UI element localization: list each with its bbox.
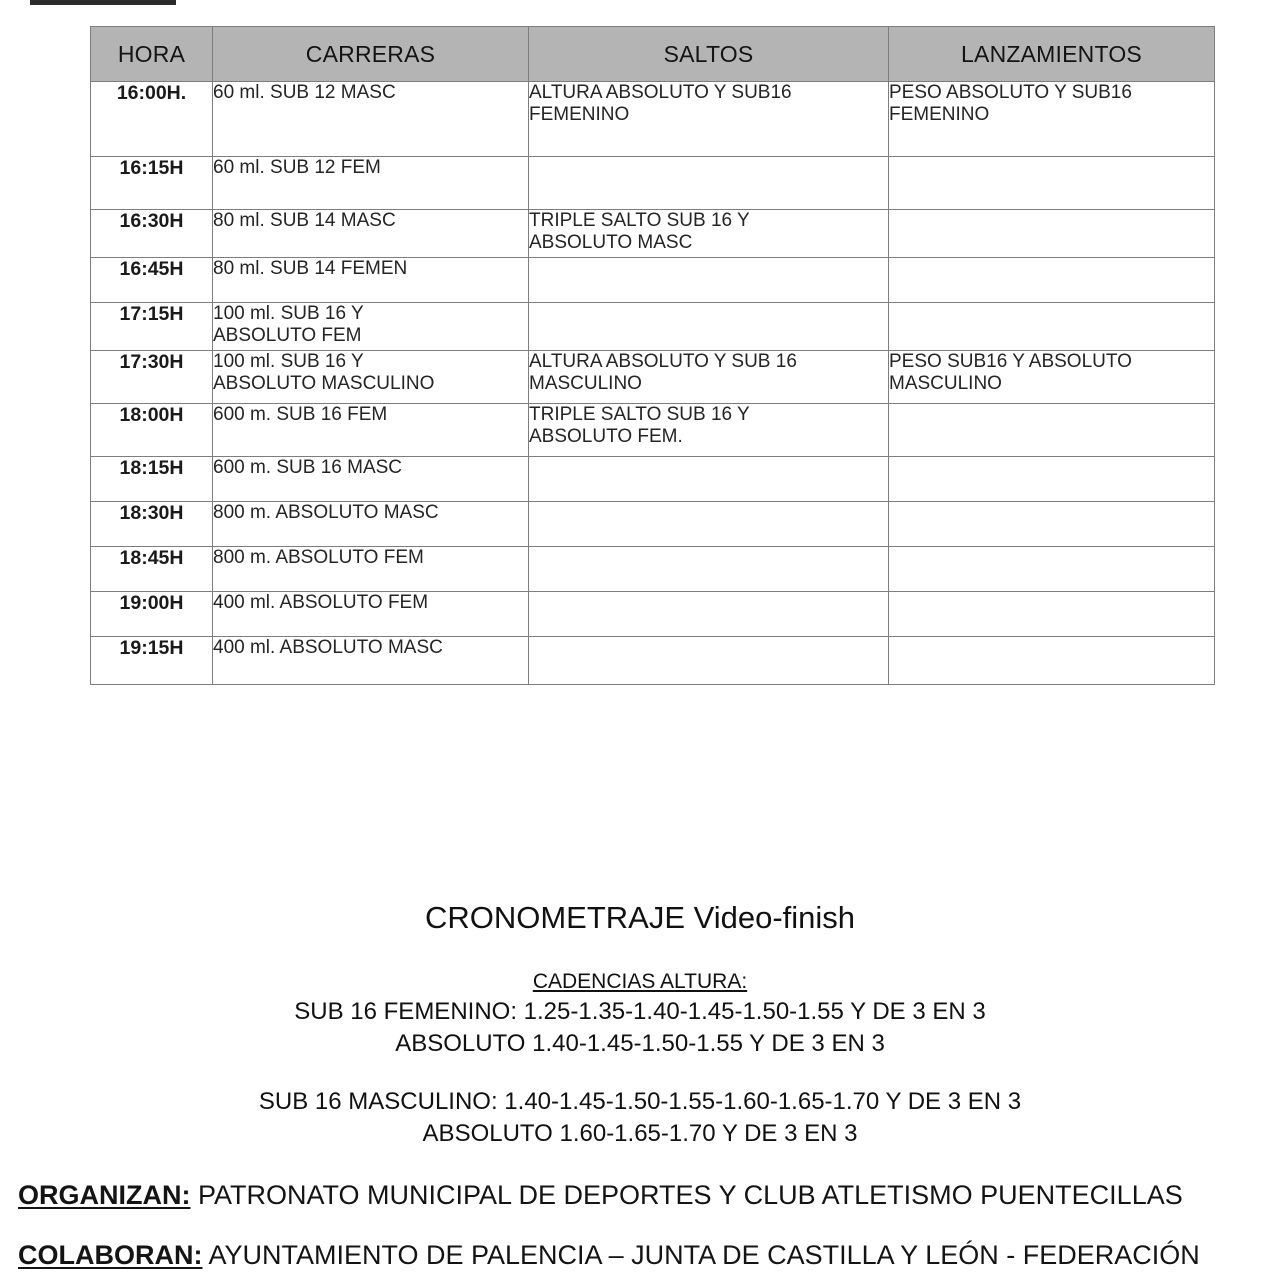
cell-lanzamientos (889, 303, 1215, 351)
cell-text-line: 100 ml. SUB 16 Y (213, 303, 364, 324)
cell-carreras (213, 351, 529, 404)
cell-lanzamientos (889, 592, 1215, 637)
colaboran-line (18, 1240, 1280, 1271)
cell-carreras (213, 404, 529, 457)
cell-saltos (529, 157, 889, 210)
organizan-text: PATRONATO MUNICIPAL DE DEPORTES Y CLUB ATLETISMO PUENTECILLAS (190, 1180, 1183, 1210)
cell-hora: 19:00H (91, 592, 213, 637)
table-row (91, 351, 1215, 404)
table-row (91, 592, 1215, 637)
cell-lanzamientos (889, 351, 1215, 404)
cell-carreras (213, 592, 529, 637)
cell-lanzamientos (889, 258, 1215, 303)
colaboran-text: AYUNTAMIENTO DE PALENCIA – JUNTA DE CASTILLA Y LEÓN - FEDERACIÓN (202, 1240, 1200, 1270)
cell-saltos (529, 547, 889, 592)
cell-lanzamientos (889, 637, 1215, 685)
cell-text-line: ABSOLUTO FEM. (529, 426, 683, 448)
cell-text-line: 60 ml. SUB 12 MASC (213, 82, 396, 103)
cell-saltos (529, 637, 889, 685)
cell-carreras (213, 502, 529, 547)
cadencias-section (0, 968, 1280, 1150)
table-row (91, 457, 1215, 502)
cell-hora: 18:45H (91, 547, 213, 592)
cell-text-line: TRIPLE SALTO SUB 16 Y (529, 404, 750, 425)
cell-hora: 17:15H (91, 303, 213, 351)
table-row (91, 637, 1215, 685)
cell-lanzamientos (889, 457, 1215, 502)
cell-text-line: 60 ml. SUB 12 FEM (213, 157, 381, 178)
clipped-heading-underline (30, 0, 176, 5)
cadencias-spacer (0, 1060, 1280, 1086)
table-row (91, 502, 1215, 547)
table-row (91, 404, 1215, 457)
table-body (91, 82, 1215, 685)
competition-schedule-table (90, 26, 1215, 685)
cell-carreras (213, 82, 529, 157)
table-row (91, 303, 1215, 351)
column-header-hora: HORA (91, 27, 213, 82)
cell-lanzamientos (889, 157, 1215, 210)
cell-lanzamientos (889, 404, 1215, 457)
table-row (91, 258, 1215, 303)
table-row (91, 210, 1215, 258)
schedule-table-container (90, 26, 1214, 685)
cell-text-line: 80 ml. SUB 14 MASC (213, 210, 396, 231)
cell-saltos (529, 502, 889, 547)
cell-saltos (529, 457, 889, 502)
cell-hora: 16:45H (91, 258, 213, 303)
cell-carreras (213, 210, 529, 258)
cell-carreras (213, 547, 529, 592)
cell-text-line: 100 ml. SUB 16 Y (213, 351, 364, 372)
organizan-label: ORGANIZAN: (18, 1180, 191, 1210)
cell-text-line: PESO SUB16 Y ABSOLUTO (889, 351, 1132, 372)
cronometraje-title: CRONOMETRAJE Video-finish (424, 900, 856, 935)
cell-text-line: ALTURA ABSOLUTO Y SUB16 (529, 82, 792, 103)
cell-carreras (213, 303, 529, 351)
cell-text-line: PESO ABSOLUTO Y SUB16 (889, 82, 1132, 103)
cell-carreras (213, 157, 529, 210)
column-header-saltos: SALTOS (529, 27, 889, 82)
cell-text-line: ABSOLUTO MASC (529, 232, 693, 254)
cadencias-sub16-femenino: SUB 16 FEMENINO: 1.25-1.35-1.40-1.45-1.50-1.55 Y DE 3 EN 3 (294, 997, 986, 1025)
table-header (91, 27, 1215, 82)
cell-hora: 17:30H (91, 351, 213, 404)
cell-carreras (213, 637, 529, 685)
cell-saltos (529, 592, 889, 637)
cell-text-line: FEMENINO (529, 104, 630, 126)
cell-saltos (529, 303, 889, 351)
organizan-line (18, 1180, 1280, 1211)
cell-text-line: TRIPLE SALTO SUB 16 Y (529, 210, 750, 231)
cell-lanzamientos (889, 82, 1215, 157)
cell-text-line: MASCULINO (529, 373, 642, 395)
cell-text-line: ALTURA ABSOLUTO Y SUB 16 (529, 351, 797, 372)
cell-text-line: 600 m. SUB 16 FEM (213, 404, 388, 425)
cell-text-line: ABSOLUTO FEM (213, 325, 362, 347)
cadencias-absoluto-masculino: ABSOLUTO 1.60-1.65-1.70 Y DE 3 EN 3 (422, 1119, 858, 1147)
cell-hora: 18:15H (91, 457, 213, 502)
table-row (91, 82, 1215, 157)
cell-text-line: 400 ml. ABSOLUTO MASC (213, 637, 443, 658)
cell-saltos (529, 82, 889, 157)
colaboran-label: COLABORAN: (18, 1240, 203, 1270)
cell-text-line: 800 m. ABSOLUTO MASC (213, 502, 439, 523)
cell-saltos (529, 258, 889, 303)
cell-hora: 18:00H (91, 404, 213, 457)
cadencias-sub16-masculino: SUB 16 MASCULINO: 1.40-1.45-1.50-1.55-1.60-1.65-1.70 Y DE 3 EN 3 (258, 1087, 1022, 1115)
cell-hora: 18:30H (91, 502, 213, 547)
cell-hora: 19:15H (91, 637, 213, 685)
cell-text-line: 400 ml. ABSOLUTO FEM (213, 592, 429, 613)
table-row (91, 547, 1215, 592)
table-row (91, 157, 1215, 210)
cell-text-line: ABSOLUTO MASCULINO (213, 373, 435, 395)
cell-text-line: MASCULINO (889, 373, 1002, 395)
cell-carreras (213, 457, 529, 502)
cell-text-line: 800 m. ABSOLUTO FEM (213, 547, 424, 568)
cell-text-line: FEMENINO (889, 104, 990, 126)
column-header-lanzamientos: LANZAMIENTOS (889, 27, 1215, 82)
cell-carreras (213, 258, 529, 303)
cell-lanzamientos (889, 210, 1215, 258)
cell-saltos (529, 351, 889, 404)
table-header-row (91, 27, 1215, 82)
cell-text-line: 80 ml. SUB 14 FEMEN (213, 258, 408, 279)
cell-text-line: 600 m. SUB 16 MASC (213, 457, 403, 478)
cadencias-heading: CADENCIAS ALTURA: (532, 970, 748, 993)
cell-hora: 16:00H. (91, 82, 213, 157)
cell-saltos (529, 404, 889, 457)
cell-hora: 16:15H (91, 157, 213, 210)
cadencias-absoluto-femenino: ABSOLUTO 1.40-1.45-1.50-1.55 Y DE 3 EN 3 (395, 1029, 885, 1057)
cell-lanzamientos (889, 502, 1215, 547)
cell-saltos (529, 210, 889, 258)
cell-hora: 16:30H (91, 210, 213, 258)
column-header-carreras: CARRERAS (213, 27, 529, 82)
cell-lanzamientos (889, 547, 1215, 592)
